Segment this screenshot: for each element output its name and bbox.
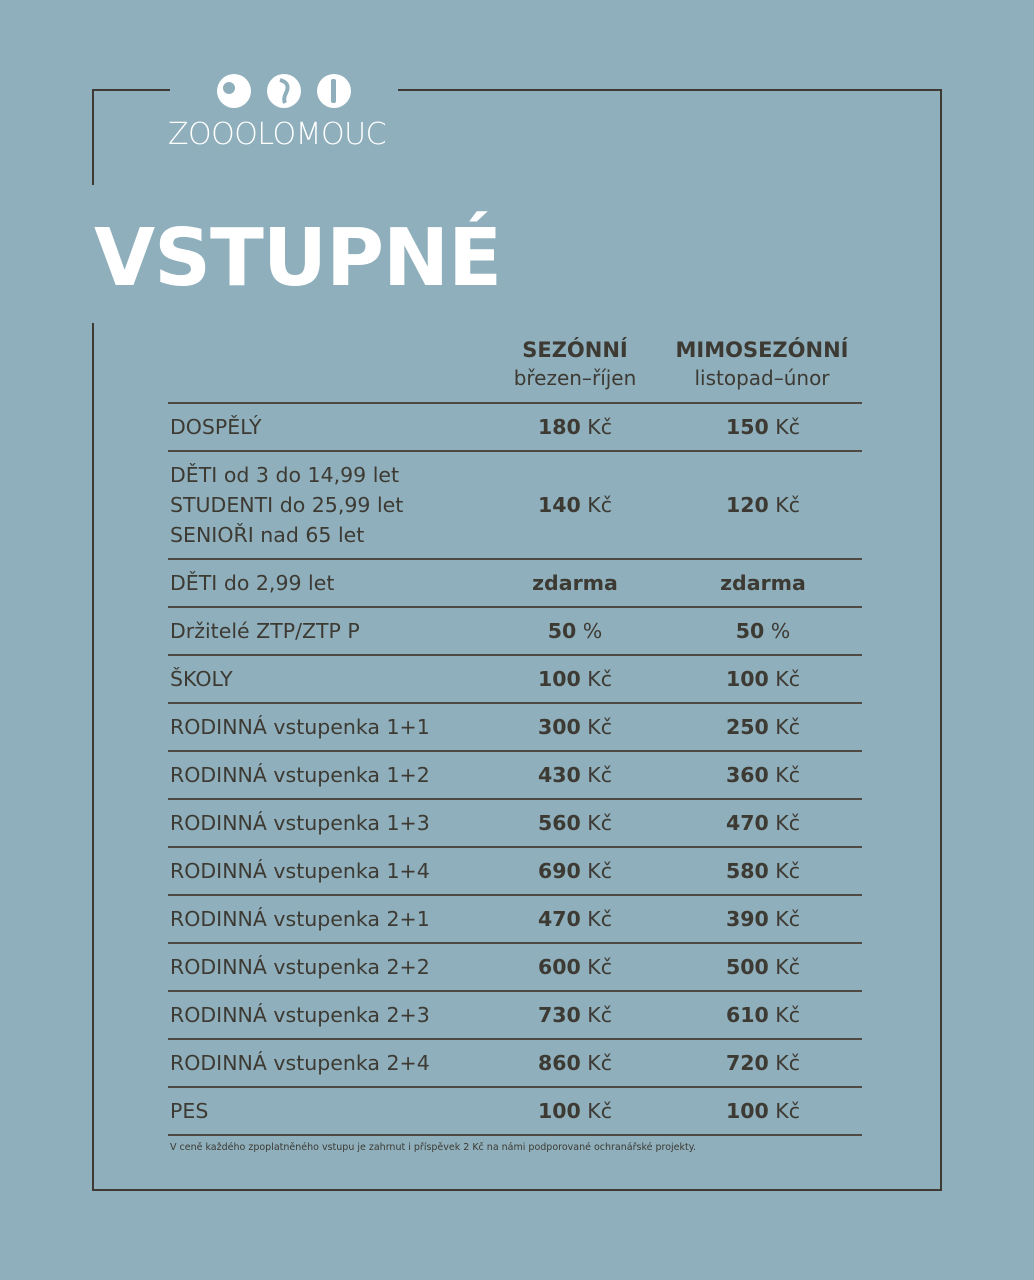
price-amount: 600 (537, 955, 581, 979)
price-unit: Kč (775, 907, 801, 931)
offseason-price (678, 907, 848, 931)
price-unit: Kč (587, 415, 613, 439)
price-amount: 250 (725, 715, 769, 739)
price-amount: 860 (537, 1051, 581, 1075)
price-amount: 100 (537, 667, 581, 691)
offseason-price (678, 715, 848, 739)
row-label-line: PES (170, 1099, 209, 1123)
price-unit: Kč (587, 811, 613, 835)
frame-line-top-right (398, 89, 942, 91)
frame-line-right (940, 89, 942, 1191)
column-heading: MIMOSEZÓNNÍ (675, 338, 849, 362)
price-unit: % (582, 619, 603, 643)
row-label (168, 1096, 502, 1126)
table-row (168, 846, 862, 894)
price-amount: 100 (725, 667, 769, 691)
price-amount: 100 (537, 1099, 581, 1123)
price-amount: 180 (537, 415, 581, 439)
row-label (168, 412, 502, 442)
row-label (168, 808, 502, 838)
table-row (168, 402, 862, 450)
price-amount: 500 (725, 955, 769, 979)
logo-text: ZOOOLOMOUC (168, 117, 387, 152)
row-label-line: RODINNÁ vstupenka 2+1 (170, 907, 430, 931)
price-unit: Kč (775, 493, 801, 517)
price-unit: Kč (587, 1003, 613, 1027)
seasonal-price (490, 571, 660, 595)
price-unit: Kč (587, 955, 613, 979)
frame-line-top-left (92, 89, 170, 91)
row-label (168, 616, 502, 646)
offseason-price (678, 955, 848, 979)
table-row (168, 606, 862, 654)
price-amount: 730 (537, 1003, 581, 1027)
row-label (168, 712, 502, 742)
price-amount: 120 (725, 493, 769, 517)
row-label-line: RODINNÁ vstupenka 1+3 (170, 811, 430, 835)
table-row (168, 654, 862, 702)
seasonal-price (490, 763, 660, 787)
seasonal-price (490, 619, 660, 643)
price-amount: 390 (725, 907, 769, 931)
price-amount: zdarma (720, 571, 806, 595)
footnote: V ceně každého zpoplatněného vstupu je zahrnut i příspěvek 2 Kč na námi podporované ochranářské projekty. (170, 1142, 697, 1153)
row-label-line: RODINNÁ vstupenka 1+4 (170, 859, 430, 883)
seasonal-price (490, 415, 660, 439)
price-unit: Kč (587, 859, 613, 883)
price-unit: Kč (775, 1003, 801, 1027)
price-amount: 360 (725, 763, 769, 787)
price-unit: Kč (587, 667, 613, 691)
row-label (168, 1048, 502, 1078)
page-title: VSTUPNÉ (94, 212, 502, 304)
seasonal-price (490, 1003, 660, 1027)
offseason-price (678, 493, 848, 517)
price-amount: 580 (725, 859, 769, 883)
price-unit: % (770, 619, 791, 643)
row-label (168, 952, 502, 982)
table-row (168, 942, 862, 990)
price-unit: Kč (587, 715, 613, 739)
row-label-line: ŠKOLY (170, 667, 233, 691)
column-header-offseason (662, 338, 862, 390)
eye-icon (217, 74, 251, 108)
table-row (168, 1038, 862, 1086)
row-label-line: DĚTI do 2,99 let (170, 571, 335, 595)
table-row (168, 894, 862, 942)
table-row (168, 798, 862, 846)
offseason-price (678, 571, 848, 595)
row-label-line: DĚTI od 3 do 14,99 let (170, 463, 400, 487)
price-unit: Kč (775, 667, 801, 691)
seasonal-price (490, 1051, 660, 1075)
offseason-price (678, 415, 848, 439)
price-amount: zdarma (532, 571, 618, 595)
table-row (168, 450, 862, 558)
seasonal-price (490, 907, 660, 931)
row-label-line: RODINNÁ vstupenka 1+1 (170, 715, 430, 739)
row-label-line: DOSPĚLÝ (170, 415, 262, 439)
price-amount: 50 (547, 619, 577, 643)
row-label-line: RODINNÁ vstupenka 2+2 (170, 955, 430, 979)
column-heading: SEZÓNNÍ (522, 338, 628, 362)
price-unit: Kč (775, 1051, 801, 1075)
row-label (168, 760, 502, 790)
seasonal-price (490, 1099, 660, 1123)
row-label (168, 460, 502, 550)
offseason-price (678, 1003, 848, 1027)
frame-line-bottom (92, 1189, 942, 1191)
row-label (168, 1000, 502, 1030)
offseason-price (678, 859, 848, 883)
row-label-line: STUDENTI do 25,99 let (170, 493, 404, 517)
seasonal-price (490, 859, 660, 883)
offseason-price (678, 667, 848, 691)
nose-icon (317, 74, 351, 108)
row-label-line: SENIOŘI nad 65 let (170, 523, 365, 547)
row-label (168, 904, 502, 934)
frame-line-left-top (92, 89, 94, 185)
price-unit: Kč (775, 955, 801, 979)
row-label-line: RODINNÁ vstupenka 1+2 (170, 763, 430, 787)
frame-line-left-bottom (92, 323, 94, 1191)
price-amount: 560 (537, 811, 581, 835)
price-unit: Kč (587, 493, 613, 517)
price-table (168, 402, 862, 1136)
seasonal-price (490, 493, 660, 517)
price-unit: Kč (775, 763, 801, 787)
price-unit: Kč (775, 859, 801, 883)
seasonal-price (490, 955, 660, 979)
column-period: březen–říjen (513, 366, 637, 390)
ear-icon (267, 74, 301, 108)
price-unit: Kč (587, 763, 613, 787)
table-row (168, 558, 862, 606)
column-period: listopad–únor (694, 366, 830, 390)
zoo-logo-icons (214, 71, 354, 111)
price-unit: Kč (775, 715, 801, 739)
price-unit: Kč (775, 1099, 801, 1123)
row-label-line: RODINNÁ vstupenka 2+4 (170, 1051, 430, 1075)
seasonal-price (490, 667, 660, 691)
offseason-price (678, 1099, 848, 1123)
price-amount: 470 (725, 811, 769, 835)
seasonal-price (490, 811, 660, 835)
price-unit: Kč (587, 907, 613, 931)
price-amount: 300 (537, 715, 581, 739)
column-header-seasonal (495, 338, 655, 390)
offseason-price (678, 619, 848, 643)
price-amount: 610 (725, 1003, 769, 1027)
row-label (168, 568, 502, 598)
price-unit: Kč (775, 811, 801, 835)
price-amount: 720 (725, 1051, 769, 1075)
offseason-price (678, 763, 848, 787)
row-label (168, 856, 502, 886)
row-label-line: RODINNÁ vstupenka 2+3 (170, 1003, 430, 1027)
table-row (168, 1086, 862, 1136)
table-row (168, 750, 862, 798)
seasonal-price (490, 715, 660, 739)
price-unit: Kč (587, 1099, 613, 1123)
price-amount: 470 (537, 907, 581, 931)
price-amount: 430 (537, 763, 581, 787)
price-amount: 100 (725, 1099, 769, 1123)
table-row (168, 702, 862, 750)
price-unit: Kč (775, 415, 801, 439)
price-amount: 690 (537, 859, 581, 883)
offseason-price (678, 811, 848, 835)
price-unit: Kč (587, 1051, 613, 1075)
offseason-price (678, 1051, 848, 1075)
price-amount: 150 (725, 415, 769, 439)
row-label (168, 664, 502, 694)
table-row (168, 990, 862, 1038)
row-label-line: Držitelé ZTP/ZTP P (170, 619, 360, 643)
price-amount: 50 (735, 619, 765, 643)
price-amount: 140 (537, 493, 581, 517)
